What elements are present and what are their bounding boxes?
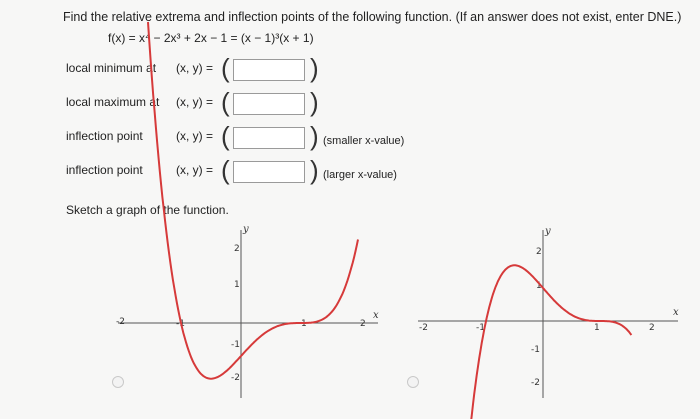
function-curve xyxy=(432,265,632,419)
xy-label: (x, y) = xyxy=(176,163,214,177)
y-tick-label: 1 xyxy=(234,280,240,290)
y-tick-label: -1 xyxy=(231,340,240,350)
smaller-x-note: (smaller x-value) xyxy=(323,135,405,147)
close-paren: ) xyxy=(310,155,319,185)
open-paren: ( xyxy=(221,53,230,83)
x-tick-label: -2 xyxy=(116,317,125,327)
open-paren: ( xyxy=(221,87,230,117)
inflection-point-larger-input[interactable] xyxy=(233,161,305,183)
close-paren: ) xyxy=(310,53,319,83)
close-paren: ) xyxy=(310,87,319,117)
y-tick-label: -1 xyxy=(531,345,540,355)
y-tick-label: 2 xyxy=(536,247,542,257)
x-tick-label: 2 xyxy=(360,319,366,329)
local-minimum-label: local minimum at xyxy=(66,61,157,75)
graph-option-2[interactable] xyxy=(410,220,690,400)
close-paren: ) xyxy=(310,121,319,151)
local-maximum-input[interactable] xyxy=(233,93,305,115)
function-formula: f(x) = x⁴ − 2x³ + 2x − 1 = (x − 1)³(x + 1) xyxy=(108,31,314,45)
y-tick-label: 2 xyxy=(234,244,240,254)
sketch-instruction: Sketch a graph of the function. xyxy=(66,203,229,217)
larger-x-note: (larger x-value) xyxy=(323,169,397,181)
graph-option-1[interactable] xyxy=(110,220,390,400)
local-minimum-input[interactable] xyxy=(233,59,305,81)
y-tick-label: -2 xyxy=(231,373,240,383)
open-paren: ( xyxy=(221,121,230,151)
inflection-point-label-2: inflection point xyxy=(66,163,143,177)
x-tick-label: -1 xyxy=(476,323,485,333)
xy-label: (x, y) = xyxy=(176,61,214,75)
open-paren: ( xyxy=(221,155,230,185)
y-axis-label: y xyxy=(243,224,249,235)
inflection-point-smaller-input[interactable] xyxy=(233,127,305,149)
x-tick-label: -2 xyxy=(419,323,428,333)
y-tick-label: 1 xyxy=(536,281,542,291)
x-tick-label: -1 xyxy=(176,319,185,329)
x-tick-label: 1 xyxy=(301,319,307,329)
xy-label: (x, y) = xyxy=(176,129,214,143)
x-tick-label: 2 xyxy=(649,323,655,333)
inflection-point-label-1: inflection point xyxy=(66,129,143,143)
local-maximum-label: local maximum at xyxy=(66,95,160,109)
question-text: Find the relative extrema and inflection points of the following function. (If an answer does not exist, enter DNE.) xyxy=(63,10,682,24)
x-tick-label: 1 xyxy=(594,323,600,333)
x-axis-label: x xyxy=(673,307,679,318)
y-tick-label: -2 xyxy=(531,378,540,388)
xy-label: (x, y) = xyxy=(176,95,214,109)
y-axis-label: y xyxy=(545,226,551,237)
x-axis-label: x xyxy=(373,310,379,321)
